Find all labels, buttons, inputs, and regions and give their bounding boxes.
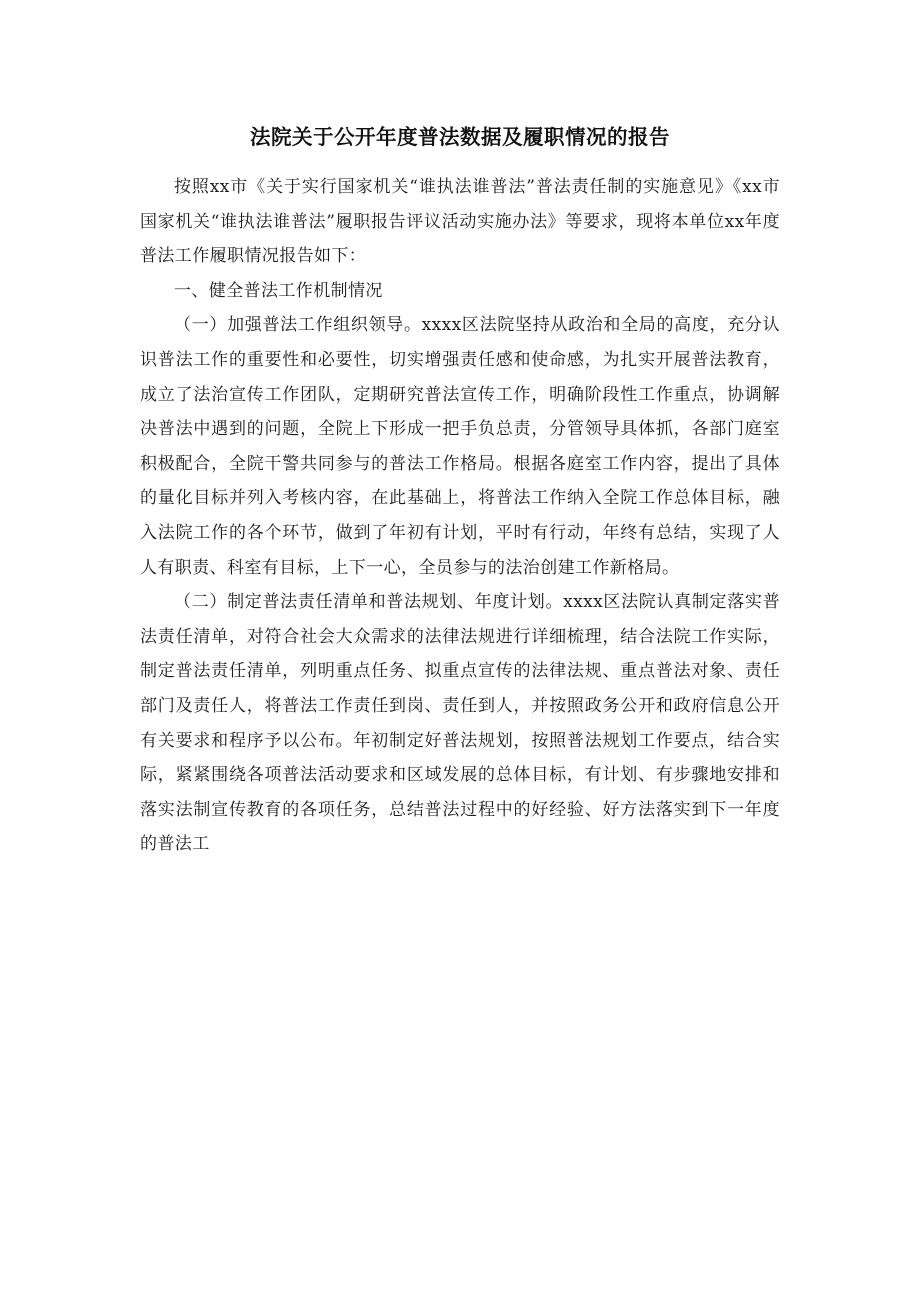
- section-1-2-text: xxxx区法院认真制定落实普法责任清单，对符合社会大众需求的法律法规进行详细梳理，结合法院工作实际，制定普法责任清单，列明重点任务、拟重点宣传的法律法规、重点普法对象、责任部门及责任人，将普法工作责任到岗、责任到人，并按照政务公开和政府信息公开有关要求和程序予以公布。年初制定好普法规划，按照普法规划工作要点，结合实际，紧紧围绕各项普法活动要求和区域发展的总体目标，有计划、有步骤地安排和落实法制宣传教育的各项任务，总结普法过程中的好经验、好方法落实到下一年度的普法工: [140, 592, 780, 855]
- section-1-2-lead: （二）制定普法责任清单和普法规划、年度计划。: [174, 592, 564, 613]
- document-body: [140, 170, 780, 862]
- section-1-1-text: xxxx区法院坚持从政治和全局的高度，充分认识普法工作的重要性和必要性，切实增强责任感和使命感，为扎实开展普法教育，成立了法治宣传工作团队，定期研究普法宣传工作，明确阶段性工作重点，协调解决普法中遇到的问题，全院上下形成一把手负总责，分管领导具体抓，各部门庭室积极配合，全院干警共同参与的普法工作格局。根据各庭室工作内容，提出了具体的量化目标并列入考核内容，在此基础上，将普法工作纳入全院工作总体目标，融入法院工作的各个环节，做到了年初有计划，平时有行动，年终有总结，实现了人人有职责、科室有目标，上下一心，全员参与的法治创建工作新格局。: [140, 315, 780, 578]
- section-1-heading: 一、健全普法工作机制情况: [174, 280, 383, 301]
- section-1-2-paragraph: [140, 585, 780, 862]
- section-1-1-paragraph: [140, 308, 780, 585]
- intro-paragraph: 按照xx市《关于实行国家机关“谁执法谁普法”普法责任制的实施意见》《xx市国家机关“谁执法谁普法”履职报告评议活动实施办法》等要求，现将本单位xx年度普法工作履职情况报告如下：: [140, 177, 780, 267]
- document-title: 法院关于公开年度普法数据及履职情况的报告: [250, 125, 670, 149]
- section-1-1-lead: （一）加强普法工作组织领导。: [174, 315, 422, 336]
